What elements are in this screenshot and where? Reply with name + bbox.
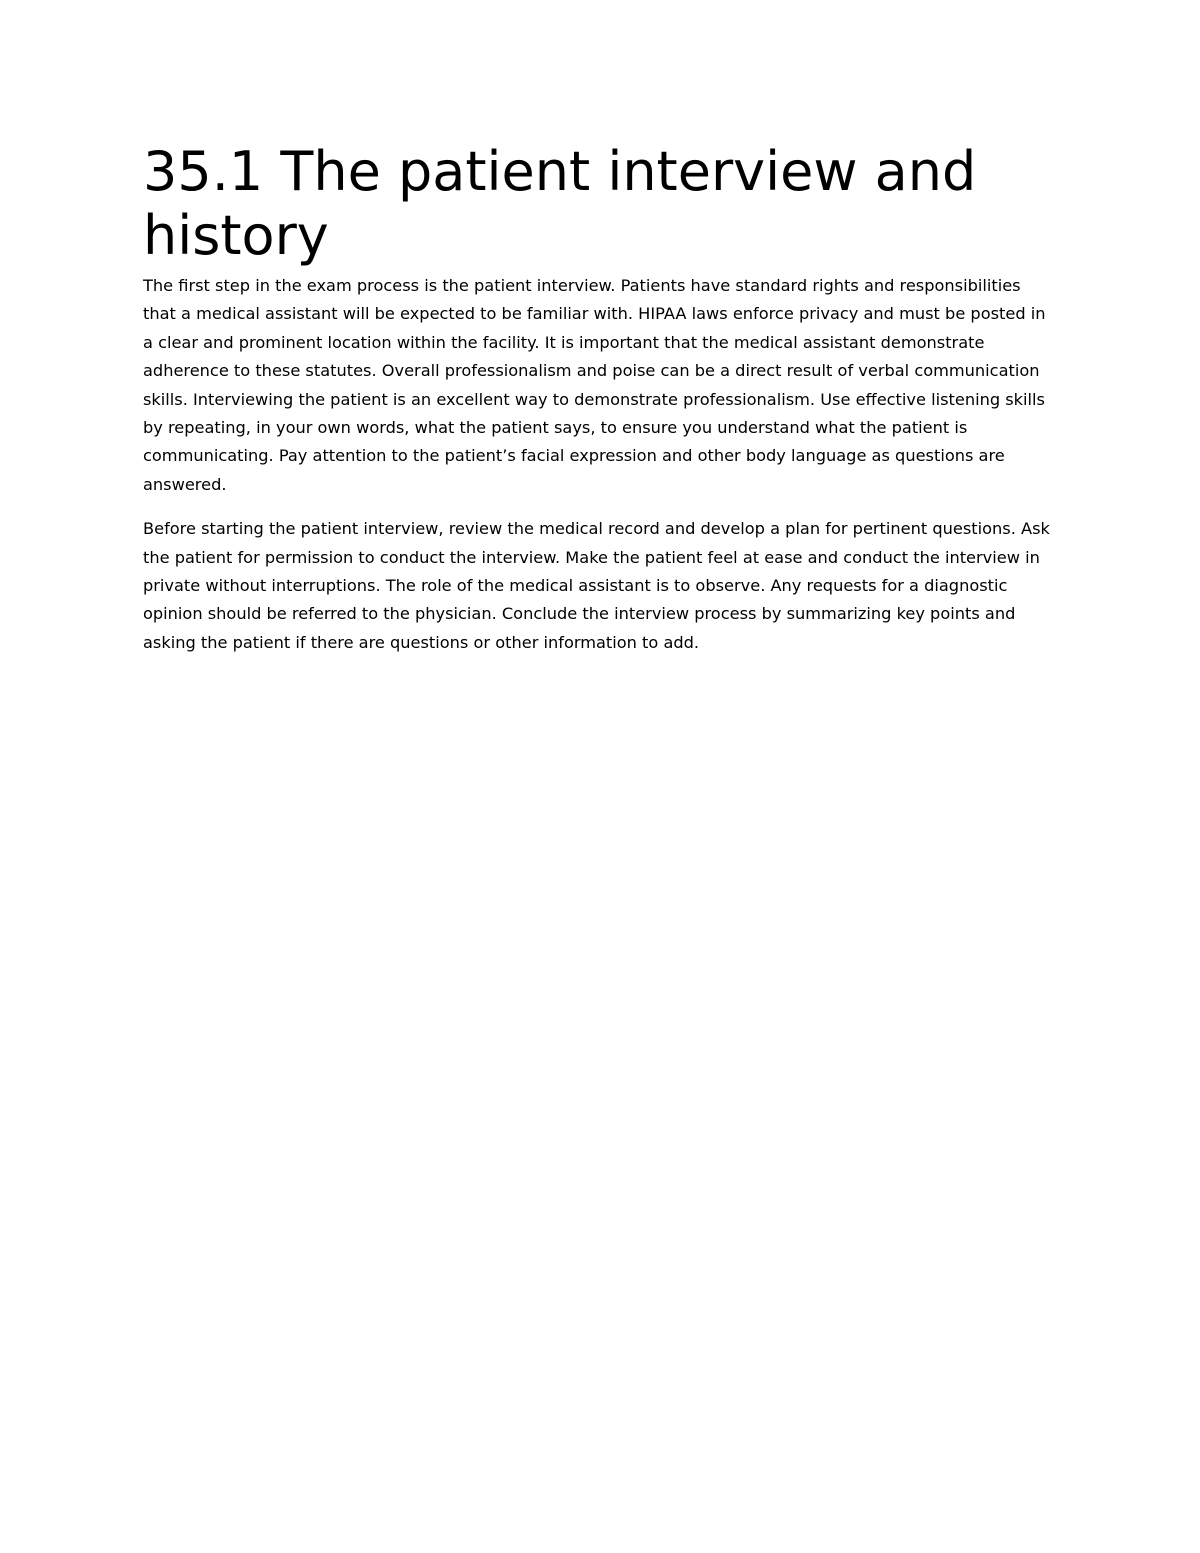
paragraph-2: Before starting the patient interview, review the medical record and develop a plan for pertinent questions. Ask the patient for permission to conduct the interview. Make the patient feel at ease and conduct the interview in private without interruptions. The role of the medical assistant is to observe. Any requests for a diagnostic opinion should be referred to the physician. Conclude the interview process by summarizing key points and asking the patient if there are questions or other information to add. xyxy=(143,519,1050,652)
document-body xyxy=(143,140,1058,657)
page-title: 35.1 The patient interview and history xyxy=(143,140,977,267)
paragraph-1: The first step in the exam process is the patient interview. Patients have standard rights and responsibilities that a medical assistant will be expected to be familiar with. HIPAA laws enforce privacy and must be posted in a clear and prominent location within the facility. It is important that the medical assistant demonstrate adherence to these statutes. Overall professionalism and poise can be a direct result of verbal communication skills. Interviewing the patient is an excellent way to demonstrate professionalism. Use effective listening skills by repeating, in your own words, what the patient says, to ensure you understand what the patient is communicating. Pay attention to the patient’s facial expression and other body language as questions are answered. xyxy=(143,276,1046,494)
